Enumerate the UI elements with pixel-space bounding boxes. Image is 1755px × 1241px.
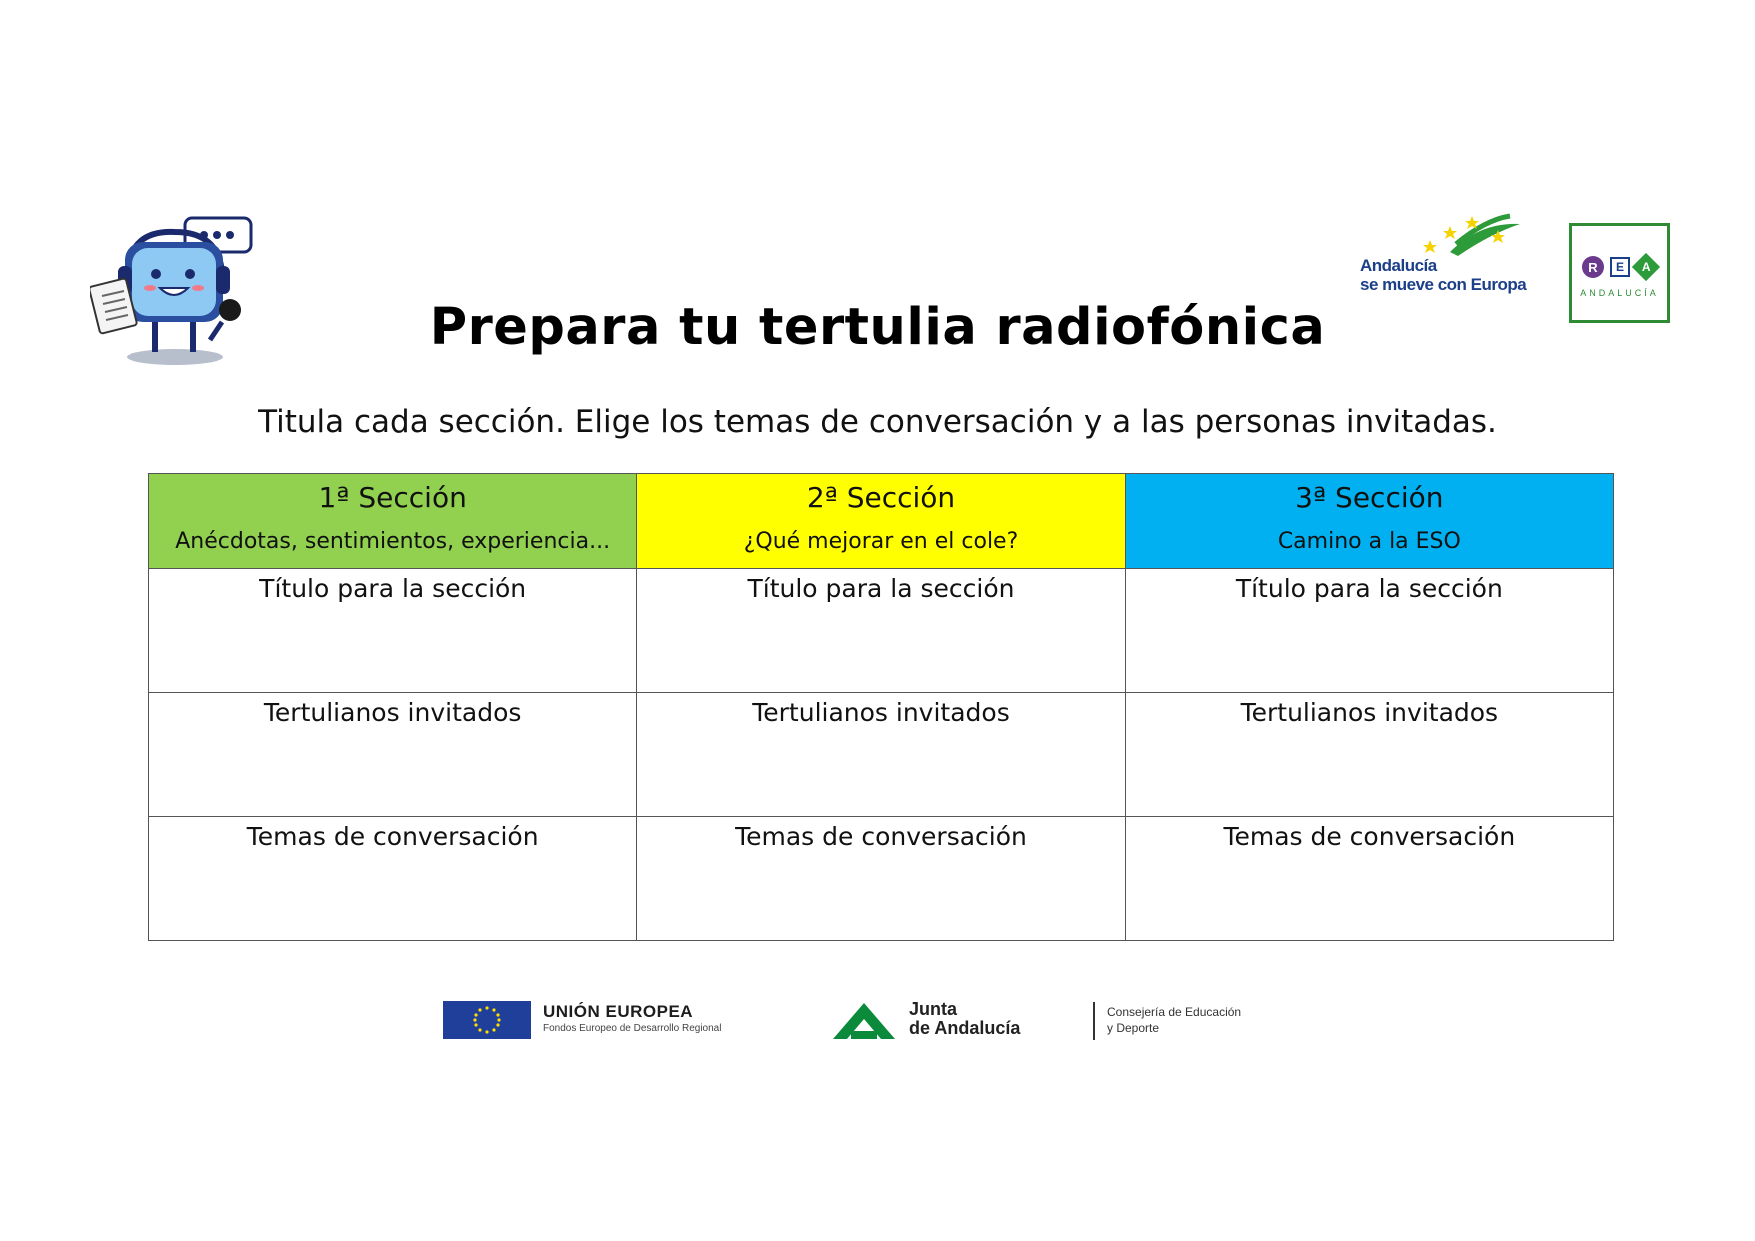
table-cell[interactable]: Tertulianos invitados xyxy=(149,693,637,817)
rea-letter-r: R xyxy=(1582,256,1604,278)
table-cell[interactable]: Temas de conversación xyxy=(637,817,1125,941)
andalucia-europa-text: Andalucía se mueve con Europa xyxy=(1360,256,1527,294)
table-cell[interactable]: Tertulianos invitados xyxy=(637,693,1125,817)
eu-name: UNIÓN EUROPEA xyxy=(543,1002,694,1021)
junta-andalucia-icon xyxy=(831,1001,897,1041)
section-2-title: 2ª Sección xyxy=(806,481,956,514)
section-1-title: 1ª Sección xyxy=(318,481,467,514)
section-2-header xyxy=(637,474,1125,569)
section-3-title: 3ª Sección xyxy=(1295,481,1444,514)
andalucia-europa-logo xyxy=(1360,212,1540,302)
table-row xyxy=(149,817,1614,941)
table-cell[interactable]: Tertulianos invitados xyxy=(1125,693,1613,817)
table-cell[interactable]: Temas de conversación xyxy=(149,817,637,941)
eu-fund: Fondos Europeo de Desarrollo Regional xyxy=(543,1023,722,1034)
table-cell[interactable]: Temas de conversación xyxy=(1125,817,1613,941)
table-cell[interactable]: Título para la sección xyxy=(149,569,637,693)
rea-letter-a-diamond: A xyxy=(1632,253,1660,281)
table-row xyxy=(149,693,1614,817)
page-instructions: Titula cada sección. Elige los temas de conversación y a las personas invitadas. xyxy=(258,404,1497,440)
section-2-topic: ¿Qué mejorar en el cole? xyxy=(743,529,1019,554)
stars-swoosh-icon xyxy=(1360,212,1540,262)
footer-logos xyxy=(443,998,1313,1046)
section-3-header xyxy=(1125,474,1613,569)
table-header-row xyxy=(149,474,1614,569)
eu-flag-icon xyxy=(443,1001,531,1039)
consejeria-text: Consejería de Educación y Deporte xyxy=(1107,1005,1242,1035)
rea-subtitle: ANDALUCÍA xyxy=(1580,288,1659,298)
footer-divider xyxy=(1093,1002,1095,1040)
table-cell[interactable]: Título para la sección xyxy=(1125,569,1613,693)
rea-letter-e: E xyxy=(1610,257,1630,277)
table-row xyxy=(149,569,1614,693)
sections-table xyxy=(148,473,1614,941)
section-1-topic: Anécdotas, sentimientos, experiencia... xyxy=(175,529,611,554)
section-3-topic: Camino a la ESO xyxy=(1277,529,1461,554)
table-cell[interactable]: Título para la sección xyxy=(637,569,1125,693)
page-title: Prepara tu tertulia radiofónica xyxy=(429,298,1326,357)
section-1-header xyxy=(149,474,637,569)
junta-name: Junta de Andalucía xyxy=(909,999,1021,1038)
